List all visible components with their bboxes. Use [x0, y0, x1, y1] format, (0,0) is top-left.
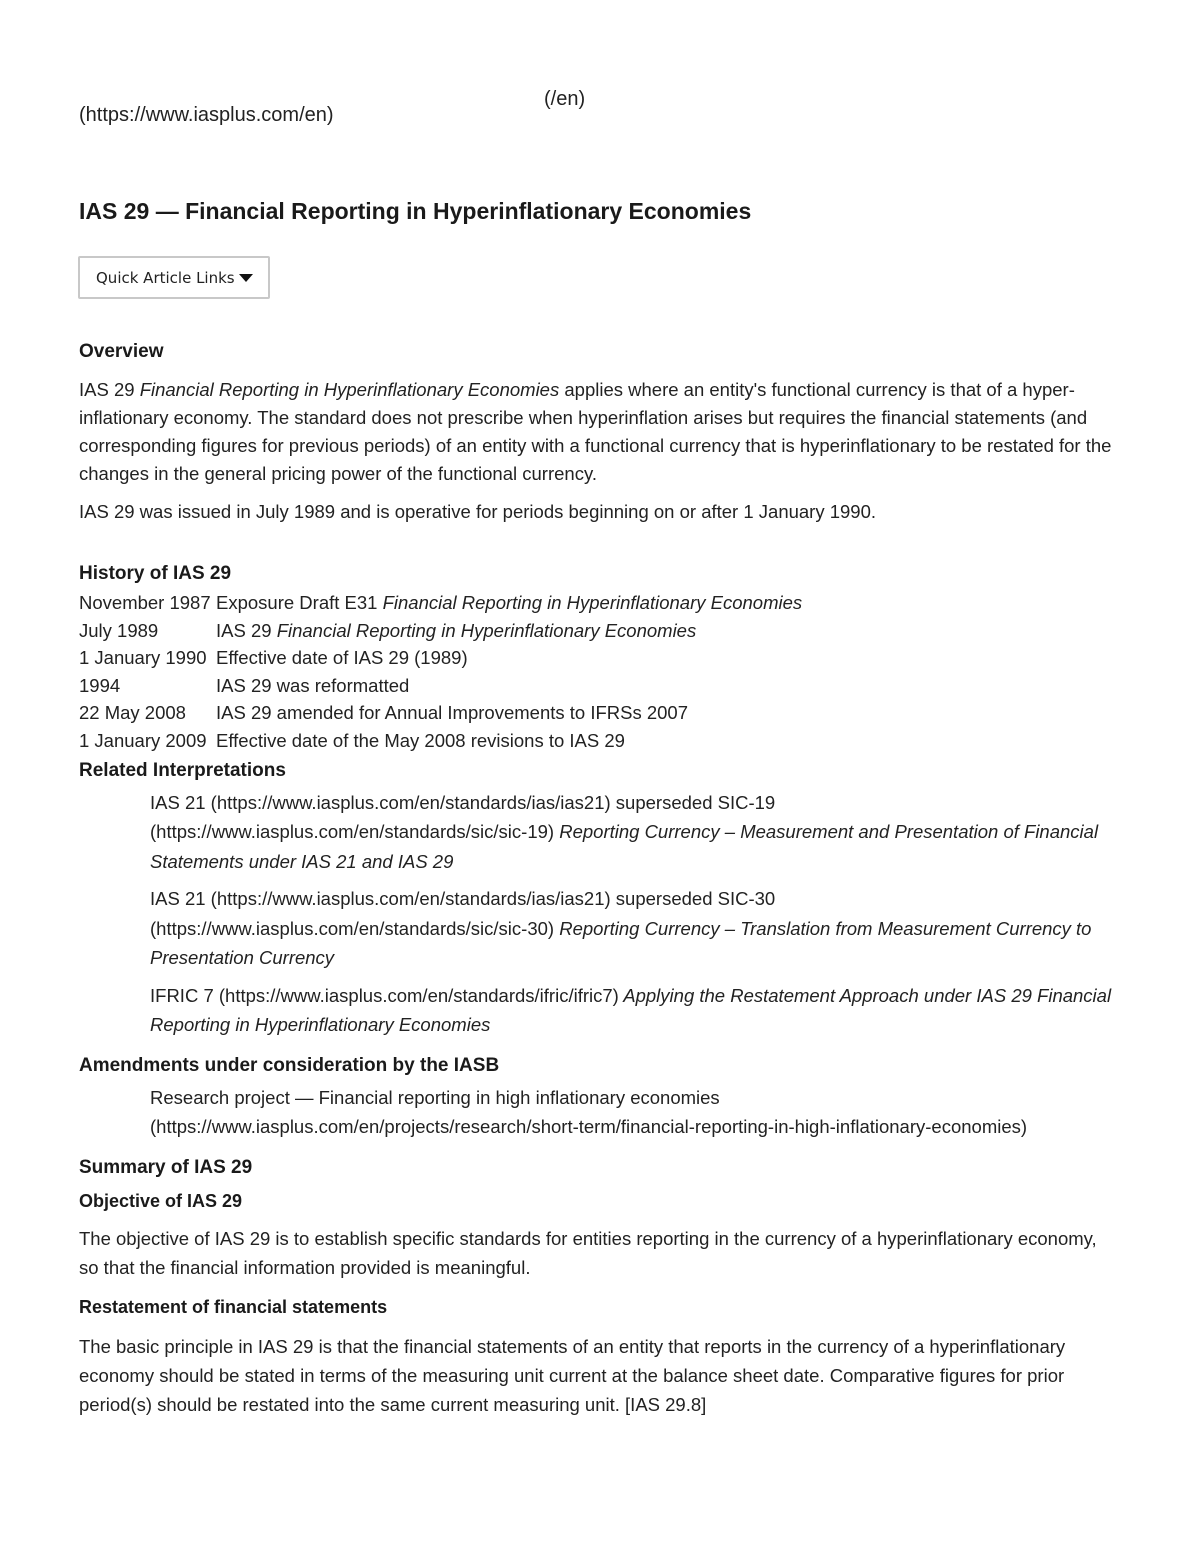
list-item: IAS 21 (https://www.iasplus.com/en/standards/ias/ias21) superseded SIC-19 (https://www.iasplus.com/en/standards/sic/sic-19) Reporting Currency – Measurement and Presentation of Financial Statements under IAS 21 and IAS 29 [150, 791, 1099, 872]
restatement-paragraph: The basic principle in IAS 29 is that the financial statements of an entity that reports in the currency of a hyperinflationary economy should be stated in terms of the measuring unit current at the balance sheet date. Comparative figures for prior period(s) should be restated into the same current measuring unit. [IAS 29.8] [79, 1335, 1066, 1415]
table-row [79, 699, 802, 727]
article-content [79, 338, 1121, 1419]
home-logo-link[interactable]: (/en) [544, 88, 586, 110]
history-date: 1994 [79, 674, 121, 696]
related-interpretations-heading: Related Interpretations [79, 759, 286, 781]
caret-down-icon [239, 274, 253, 282]
amendments-heading: Amendments under consideration by the IASB [79, 1054, 500, 1076]
overview-standard-title: Financial Reporting in Hyperinflationary Economies [139, 379, 560, 400]
table-row [79, 727, 802, 755]
overview-heading: Overview [79, 341, 164, 362]
overview-text-rest: applies where an entity's functional currency is that of a hyperinflationary economy. The standard does not prescribe when hyperinflation arises but requires the financial statements (and corresponding figures for previous periods) of an entity with a functional currency that is hyperinflationary to be restated for the changes in the general pricing power of the functional currency. [79, 379, 1112, 484]
sic30-link[interactable]: SIC-30 (https://www.iasplus.com/en/standards/sic/sic-30) [150, 888, 776, 939]
overview-text: IAS 29 [79, 379, 140, 400]
list-item: IFRIC 7 (https://www.iasplus.com/en/standards/ifric/ifric7) Applying the Restatement Approach under IAS 29 Financial Reporting in Hyperinflationary Economies [150, 984, 1112, 1036]
ias21-link[interactable]: IAS 21 (https://www.iasplus.com/en/standards/ias/ias21) [150, 888, 611, 910]
history-event: Effective date of the May 2008 revisions to IAS 29 [216, 729, 625, 751]
table-row [79, 617, 802, 645]
history-heading: History of IAS 29 [79, 563, 232, 584]
history-event: IAS 29 was reformatted [216, 674, 410, 696]
ias21-link[interactable]: IAS 21 (https://www.iasplus.com/en/standards/ias/ias21) [150, 791, 611, 813]
ifric7-link[interactable]: IFRIC 7 (https://www.iasplus.com/en/standards/ifric/ifric7) [150, 984, 619, 1006]
table-row [79, 589, 802, 617]
history-event: Effective date of IAS 29 (1989) [216, 647, 468, 669]
research-project-link[interactable]: Research project — Financial reporting in high inflationary economies (https://www.iasplus.com/en/projects/research/short-term/financial-reporting-in-high-inflationary-economies) [150, 1086, 1028, 1137]
history-date: 1 January 2009 [79, 729, 207, 751]
overview-issue-paragraph: IAS 29 was issued in July 1989 and is operative for periods beginning on or after 1 January 1990. [79, 501, 877, 522]
list-item: IAS 21 (https://www.iasplus.com/en/standards/ias/ias21) superseded SIC-30 (https://www.iasplus.com/en/standards/sic/sic-30) Reporting Currency – Translation from Measurement Currency to Presentation Currency [150, 888, 1092, 969]
quick-article-links-button[interactable] [78, 256, 270, 299]
history-event: IAS 29 Financial Reporting in Hyperinflationary Economies [216, 619, 697, 641]
history-date: November 1987 [79, 592, 211, 613]
restatement-heading: Restatement of financial statements [79, 1296, 388, 1317]
objective-heading: Objective of IAS 29 [79, 1190, 243, 1211]
summary-heading: Summary of IAS 29 [79, 1156, 253, 1178]
quick-article-links-label: Quick Article Links [96, 268, 235, 287]
history-date: 1 January 1990 [79, 647, 207, 669]
sic19-link[interactable]: SIC-19 (https://www.iasplus.com/en/standards/sic/sic-19) [150, 791, 776, 843]
history-date: 22 May 2008 [79, 702, 186, 724]
history-event: IAS 29 amended for Annual Improvements to IFRSs 2007 [216, 702, 689, 724]
home-link[interactable]: (https://www.iasplus.com/en) [79, 104, 334, 126]
objective-paragraph: The objective of IAS 29 is to establish specific standards for entities reporting in the currency of a hyperinflationary economy, so that the financial information provided is meaningful. [79, 1227, 1097, 1278]
history-date: July 1989 [79, 619, 159, 641]
page-title: IAS 29 — Financial Reporting in Hyperinflationary Economies [79, 198, 752, 224]
table-row [79, 672, 802, 700]
table-row [79, 644, 802, 672]
list-item [150, 1083, 1121, 1141]
history-table [79, 589, 802, 755]
history-event: Exposure Draft E31 Financial Reporting in Hyperinflationary Economies [216, 592, 803, 613]
overview-paragraph [79, 376, 1121, 488]
